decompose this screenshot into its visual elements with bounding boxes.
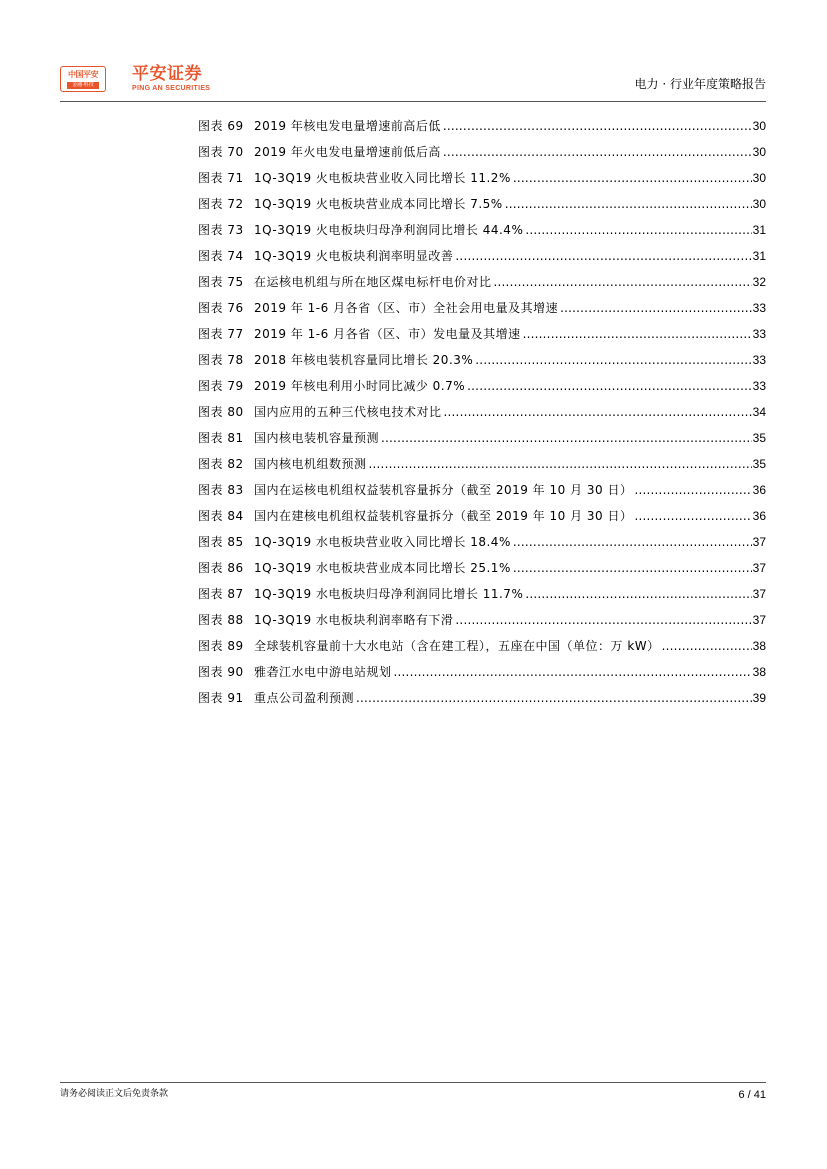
toc-entry-title: 全球装机容量前十大水电站（含在建工程），五座在中国（单位：万 kW） — [254, 639, 660, 653]
toc-dot-leader — [525, 222, 751, 238]
toc-entry-title: 重点公司盈利预测 — [254, 691, 355, 705]
header-divider — [60, 101, 766, 102]
toc-entry-title: 2018 年核电装机容量同比增长 20.3% — [254, 353, 474, 367]
toc-entry-title: 1Q-3Q19 火电板块营业收入同比增长 11.2% — [254, 171, 511, 185]
logo-badge-bottom-text: 金融·科技 — [67, 82, 99, 89]
toc-dot-leader — [443, 144, 752, 160]
toc-entry-label: 图表 76 — [198, 301, 244, 315]
toc-dot-leader — [634, 482, 751, 498]
toc-entry[interactable] — [198, 612, 766, 638]
toc-entry-page: 33 — [752, 379, 766, 393]
toc-entry-title: 1Q-3Q19 火电板块营业成本同比增长 7.5% — [254, 197, 503, 211]
toc-entry[interactable] — [198, 690, 766, 716]
toc-entry[interactable] — [198, 482, 766, 508]
toc-dot-leader — [525, 586, 751, 602]
toc-entry-page: 30 — [752, 197, 766, 211]
toc-entry-title: 1Q-3Q19 水电板块归母净利润同比增长 11.7% — [254, 587, 524, 601]
toc-dot-leader — [455, 612, 751, 628]
toc-entry[interactable] — [198, 170, 766, 196]
toc-entry-title: 2019 年 1-6 月各省（区、市）发电量及其增速 — [254, 327, 521, 341]
toc-entry-page: 37 — [752, 535, 766, 549]
toc-entry-label: 图表 78 — [198, 353, 244, 367]
toc-dot-leader — [513, 560, 752, 576]
toc-entry[interactable] — [198, 560, 766, 586]
page-header — [60, 64, 766, 102]
toc-entry-label: 图表 83 — [198, 483, 244, 497]
page-number: 6 / 41 — [738, 1089, 766, 1101]
toc-entry-page: 31 — [752, 249, 766, 263]
toc-dot-leader — [634, 508, 751, 524]
toc-entry-page: 30 — [752, 119, 766, 133]
toc-entry[interactable] — [198, 456, 766, 482]
brand-name-en: PING AN SECURITIES — [132, 85, 211, 92]
toc-entry-title: 2019 年 1-6 月各省（区、市）全社会用电量及其增速 — [254, 301, 559, 315]
toc-entry-page: 39 — [752, 691, 766, 705]
toc-entry-title: 国内在运核电机组权益装机容量拆分（截至 2019 年 10 月 30 日） — [254, 483, 633, 497]
toc-entry-title: 2019 年核电发电量增速前高后低 — [254, 119, 441, 133]
toc-entry-title: 国内在建核电机组权益装机容量拆分（截至 2019 年 10 月 30 日） — [254, 509, 633, 523]
toc-entry-page: 38 — [752, 639, 766, 653]
toc-entry-page: 36 — [752, 483, 766, 497]
toc-entry-title: 国内核电机组数预测 — [254, 457, 367, 471]
toc-entry[interactable] — [198, 352, 766, 378]
toc-entry-label: 图表 73 — [198, 223, 244, 237]
toc-entry-page: 33 — [752, 353, 766, 367]
toc-dot-leader — [356, 690, 752, 706]
toc-entry-label: 图表 74 — [198, 249, 244, 263]
toc-entry-title: 国内核电装机容量预测 — [254, 431, 380, 445]
toc-entry-label: 图表 80 — [198, 405, 244, 419]
toc-entry[interactable] — [198, 508, 766, 534]
toc-entry[interactable] — [198, 534, 766, 560]
toc-entry-label: 图表 90 — [198, 665, 244, 679]
toc-entry[interactable] — [198, 638, 766, 664]
toc-dot-leader — [475, 352, 751, 368]
toc-dot-leader — [369, 456, 752, 472]
toc-entry-page: 31 — [752, 223, 766, 237]
toc-dot-leader — [394, 664, 752, 680]
toc-entry-page: 33 — [752, 301, 766, 315]
toc-entry-label: 图表 91 — [198, 691, 244, 705]
toc-entry-page: 38 — [752, 665, 766, 679]
toc-dot-leader — [467, 378, 751, 394]
toc-dot-leader — [381, 430, 752, 446]
toc-dot-leader — [560, 300, 752, 316]
toc-entry[interactable] — [198, 144, 766, 170]
toc-entry-title: 在运核电机组与所在地区煤电标杆电价对比 — [254, 275, 492, 289]
toc-entry[interactable] — [198, 664, 766, 690]
toc-entry-title: 1Q-3Q19 火电板块利润率明显改善 — [254, 249, 454, 263]
toc-entry-label: 图表 69 — [198, 119, 244, 133]
toc-entry-label: 图表 81 — [198, 431, 244, 445]
toc-entry-label: 图表 77 — [198, 327, 244, 341]
toc-dot-leader — [455, 248, 751, 264]
toc-entry[interactable] — [198, 326, 766, 352]
footer-disclaimer: 请务必阅读正文后免责条款 — [60, 1089, 169, 1099]
toc-dot-leader — [513, 170, 752, 186]
logo-badge-top-text: 中国平安 — [68, 70, 98, 79]
table-of-figures — [198, 118, 766, 716]
toc-entry[interactable] — [198, 378, 766, 404]
toc-entry-title: 1Q-3Q19 火电板块归母净利润同比增长 44.4% — [254, 223, 524, 237]
toc-dot-leader — [523, 326, 752, 342]
toc-dot-leader — [444, 404, 752, 420]
ping-an-logo-badge — [60, 66, 106, 92]
toc-entry-page: 36 — [752, 509, 766, 523]
toc-entry-title: 1Q-3Q19 水电板块营业成本同比增长 25.1% — [254, 561, 511, 575]
toc-entry-title: 1Q-3Q19 水电板块营业收入同比增长 18.4% — [254, 535, 511, 549]
toc-entry-page: 32 — [752, 275, 766, 289]
toc-entry-label: 图表 72 — [198, 197, 244, 211]
toc-entry-page: 37 — [752, 587, 766, 601]
toc-entry-label: 图表 84 — [198, 509, 244, 523]
toc-entry[interactable] — [198, 274, 766, 300]
toc-entry[interactable] — [198, 248, 766, 274]
toc-entry-title: 国内应用的五种三代核电技术对比 — [254, 405, 442, 419]
toc-entry-page: 30 — [752, 145, 766, 159]
toc-entry[interactable] — [198, 404, 766, 430]
toc-entry[interactable] — [198, 430, 766, 456]
toc-entry-label: 图表 70 — [198, 145, 244, 159]
toc-entry-page: 37 — [752, 561, 766, 575]
toc-entry-label: 图表 85 — [198, 535, 244, 549]
toc-entry-label: 图表 71 — [198, 171, 244, 185]
toc-entry-label: 图表 87 — [198, 587, 244, 601]
brand-name-cn: 平安证券 — [132, 64, 202, 84]
toc-dot-leader — [443, 118, 752, 134]
toc-entry-label: 图表 89 — [198, 639, 244, 653]
toc-entry[interactable] — [198, 118, 766, 144]
toc-dot-leader — [505, 196, 752, 212]
toc-entry-title: 1Q-3Q19 水电板块利润率略有下滑 — [254, 613, 454, 627]
footer-divider — [60, 1082, 766, 1083]
toc-entry-label: 图表 88 — [198, 613, 244, 627]
toc-entry-title: 雅砻江水电中游电站规划 — [254, 665, 392, 679]
toc-entry-label: 图表 86 — [198, 561, 244, 575]
toc-entry[interactable] — [198, 196, 766, 222]
toc-entry-label: 图表 82 — [198, 457, 244, 471]
toc-entry[interactable] — [198, 222, 766, 248]
toc-entry-page: 34 — [752, 405, 766, 419]
report-title: 电力 · 行业年度策略报告 — [634, 77, 766, 91]
toc-entry-label: 图表 75 — [198, 275, 244, 289]
toc-entry-page: 35 — [752, 431, 766, 445]
toc-entry-page: 37 — [752, 613, 766, 627]
toc-entry[interactable] — [198, 586, 766, 612]
toc-entry[interactable] — [198, 300, 766, 326]
toc-dot-leader — [662, 638, 752, 654]
toc-entry-title: 2019 年核电利用小时同比减少 0.7% — [254, 379, 466, 393]
toc-dot-leader — [494, 274, 752, 290]
toc-entry-label: 图表 79 — [198, 379, 244, 393]
toc-dot-leader — [513, 534, 752, 550]
toc-entry-page: 30 — [752, 171, 766, 185]
toc-entry-page: 35 — [752, 457, 766, 471]
toc-entry-page: 33 — [752, 327, 766, 341]
toc-entry-title: 2019 年火电发电量增速前低后高 — [254, 145, 441, 159]
